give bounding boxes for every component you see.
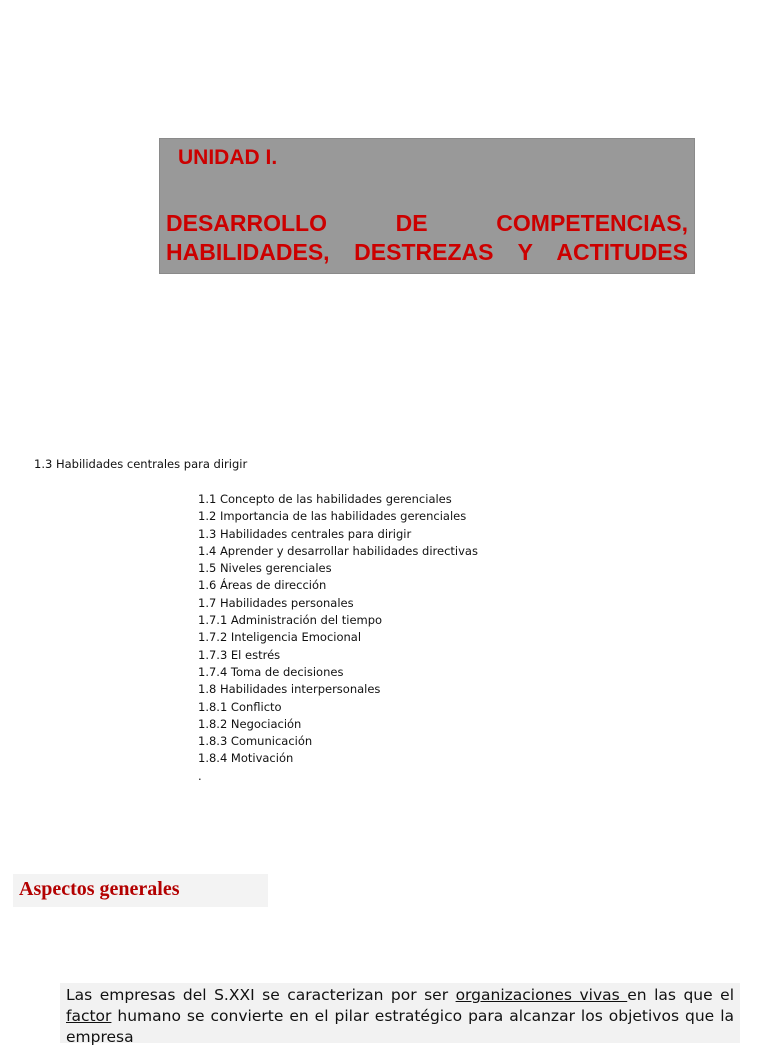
unit-title: [166, 209, 688, 267]
unit-title-line-1: DESARROLLO DE COMPETENCIAS,: [166, 210, 688, 236]
unit-title-box: [159, 138, 695, 274]
section-heading-band: [13, 874, 268, 907]
intro-paragraph: [60, 983, 740, 1048]
subtopic-label: 1.3 Habilidades centrales para dirigir: [34, 457, 248, 471]
intro-text-part-1: Las empresas del S.XXI se caracterizan por ser: [66, 986, 456, 1004]
toc-item: 1.7.3 El estrés: [198, 647, 281, 662]
toc-item: 1.8.2 Negociación: [198, 716, 302, 731]
toc-item: 1.7 Habilidades personales: [198, 595, 354, 610]
toc-item: 1.6 Áreas de dirección: [198, 578, 327, 593]
intro-paragraph-box: [60, 983, 740, 1046]
toc-item: 1.8 Habilidades interpersonales: [198, 682, 381, 697]
unit-title-line-2: HABILIDADES, DESTREZAS Y ACTITUDES: [166, 239, 688, 265]
intro-text-part-2: en las que el: [627, 986, 735, 1004]
toc-item: 1.7.1 Administración del tiempo: [198, 613, 383, 628]
toc-item: 1.8.1 Conflicto: [198, 699, 282, 714]
toc-item: 1.4 Aprender y desarrollar habilidades directivas: [198, 543, 478, 558]
toc-item: .: [198, 768, 202, 783]
toc-item: 1.7.2 Inteligencia Emocional: [198, 630, 362, 645]
toc-item: 1.2 Importancia de las habilidades gerenciales: [198, 509, 467, 524]
section-heading: Aspectos generales: [19, 878, 180, 900]
table-of-contents: [198, 491, 478, 785]
toc-item: 1.5 Niveles gerenciales: [198, 561, 332, 576]
intro-link-factor[interactable]: factor: [66, 1007, 112, 1025]
toc-item: 1.8.3 Comunicación: [198, 734, 313, 749]
unit-label: UNIDAD I.: [178, 146, 278, 169]
intro-text-part-3: humano se convierte en el pilar estratégico para alcanzar los objetivos que la empresa: [66, 1007, 734, 1046]
toc-item: 1.8.4 Motivación: [198, 751, 294, 766]
intro-link-organizaciones-vivas[interactable]: organizaciones vivas: [455, 986, 628, 1004]
toc-item: 1.1 Concepto de las habilidades gerenciales: [198, 492, 452, 506]
toc-item: 1.7.4 Toma de decisiones: [198, 664, 344, 679]
toc-item: 1.3 Habilidades centrales para dirigir: [198, 526, 412, 541]
